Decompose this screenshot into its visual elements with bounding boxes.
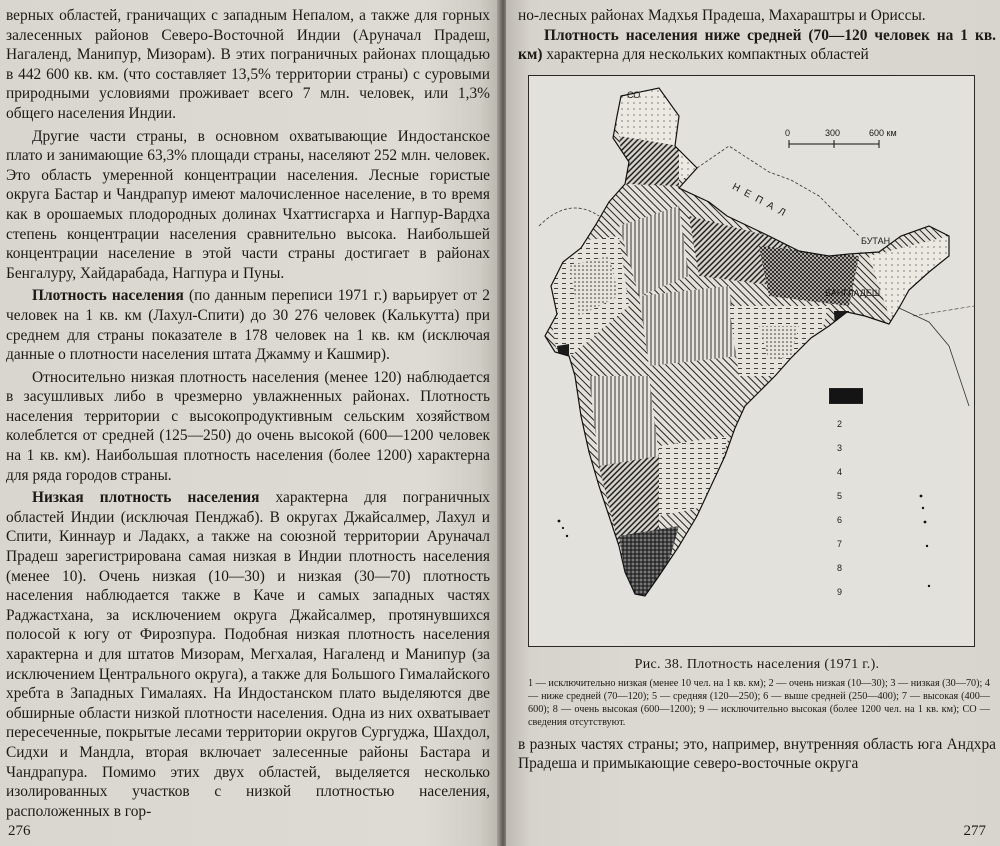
left-page-number: 276 (8, 823, 31, 839)
below-average-text: характерна для нескольких компактных областей (542, 46, 869, 64)
left-paragraph-2: Другие части страны, в основном охватывающие Индостанское плато и занимающие 63,3% площади страны, населяют 252 млн. человек. Это область умеренной концентрации населения. Лесные гористые округа Бастар и Чандрапур имеют малочисленное население, в то время как в орошаемых плодородных долинах Чхаттисгарха и Нагпур-Вардха степень концентрации населения сравнительно высока. Наибольшей концентрации население в этой части страны достигает в районах Бенгалуру, Хайдарабада, Нагпура и Пуны. (6, 127, 490, 282)
low-density-text: характерна для пограничных областей Индии (исключая Пенджаб). В округах Джайсалмер, Лахул и Спити, Киннаур и Ладакх, а также на союзной территории Аруначал Прадеш зарегистрирована самая низкая в Индии плотность населения (менее 10). Очень низкая (10—30) и низкая (30—70) плотность населения наблюдается также в Каче и самых западных частях Раджастхана, за исключением округа Джайсалмер, протянувшихся полосой к югу от Фирозпура. Подобная низкая плотность населения характерна и для штатов Мизорам, Мегхалая, Нагаленд и Манипур (за исключением Центрального округа), а также для Большого Гималайского хребта в Западных Гималаях. На Индостанском плато выделяются две обширные области низкой плотности населения. Одна из них охватывает пересеченные, покрытые лесами территории округов Сургуджа, Шахдол, Сидхи и Мандла, вторая включает залесенные районы Бастара и Чандрапура. Помимо этих двух областей, выделяется несколько изолированных участков с низкой плотностью населения, расположенных в гор- (6, 489, 490, 820)
legend-item: 5 (829, 484, 889, 508)
left-paragraph-3 (6, 286, 490, 364)
legend-item: 7 (829, 532, 889, 556)
legend-item: 2 (829, 412, 889, 436)
map-label-bhutan: БУТАН (861, 235, 891, 246)
legend-item: 6 (829, 508, 889, 532)
left-paragraph-4: Относительно низкая плотность населения (менее 120) наблюдается в засушливых либо в чрезмерно увлажненных районах. Плотность населения территории с высокопродуктивным сельским хозяйством колеблется от средней (125—250) до очень высокой (600—1200 человек на 1 кв. км). Наибольшая плотность населения (более 1200) характерна для ряда городов страны. (6, 368, 490, 484)
map-label-bangladesh: БАНГЛАДЕШ (825, 287, 881, 298)
legend-item: 8 (829, 556, 889, 580)
map-label-co: СО (627, 89, 641, 100)
map-legend (829, 388, 889, 604)
density-heading: Плотность населения (32, 287, 184, 305)
map-label-nepal: НЕПАЛ (730, 181, 793, 222)
scale-label-600: 600 км (869, 127, 897, 138)
india-density-map (528, 75, 975, 647)
legend-explanation: 1 — исключительно низкая (менее 10 чел. на 1 кв. км); 2 — очень низкая (10—30); 3 — низкая (30—70); 4 — ниже средней (70—120); 5 — средняя (120—250); 6 — выше средней (250—400); 7 — высокая (400—600); 8 — очень высокая (600—1200); 9 — исключительно высокая (более 1200 чел. на 1 кв. км); СО — сведения отсутствуют. (528, 677, 990, 728)
legend-item: 3 (829, 436, 889, 460)
scale-label-300: 300 (825, 127, 841, 138)
low-density-heading: Низкая плотность населения (32, 489, 260, 507)
figure-caption: Рис. 38. Плотность населения (1971 г.). (634, 656, 880, 672)
left-paragraph-5 (6, 488, 490, 821)
below-average-heading: Плотность населения ниже средней (70—120 человек на 1 кв. км) (518, 26, 996, 64)
right-paragraph-2 (518, 26, 996, 65)
right-paragraph-1: но-лесных районах Мадхья Прадеша, Махараштры и Ориссы. (518, 7, 926, 24)
density-text: (по данным переписи 1971 г.) варьирует от 2 человек на 1 кв. км (Лахул-Спити) до 30 276 человек (Калькутта) при среднем для страны показателе в 178 человек на 1 кв. км (исключая данные о плотности населения штата Джамму и Кашмир). (6, 287, 490, 364)
scale-label-0: 0 (785, 127, 791, 138)
map-drawing (529, 76, 974, 646)
right-page (506, 0, 1000, 846)
left-paragraph-1: верных областей, граничащих с западным Непалом, а также для горных залесенных районов Северо-Восточной Индии (Аруначал Прадеш, Нагаленд, Манипур, Мизорам). В этих пограничных районах площадью в 442 600 кв. км. (что составляет 13,5% территории страны) с суровыми природными условиями проживает всего 7 млн. человек, или 1,3% общего населения Индии. (6, 7, 490, 122)
right-page-number: 277 (963, 823, 986, 839)
legend-item: 9 (829, 580, 889, 604)
right-paragraph-3: в разных частях страны; это, например, внутренняя область юга Андхра Прадеша и примыкающие северо-восточные округа (518, 735, 996, 773)
legend-item: 4 (829, 460, 889, 484)
